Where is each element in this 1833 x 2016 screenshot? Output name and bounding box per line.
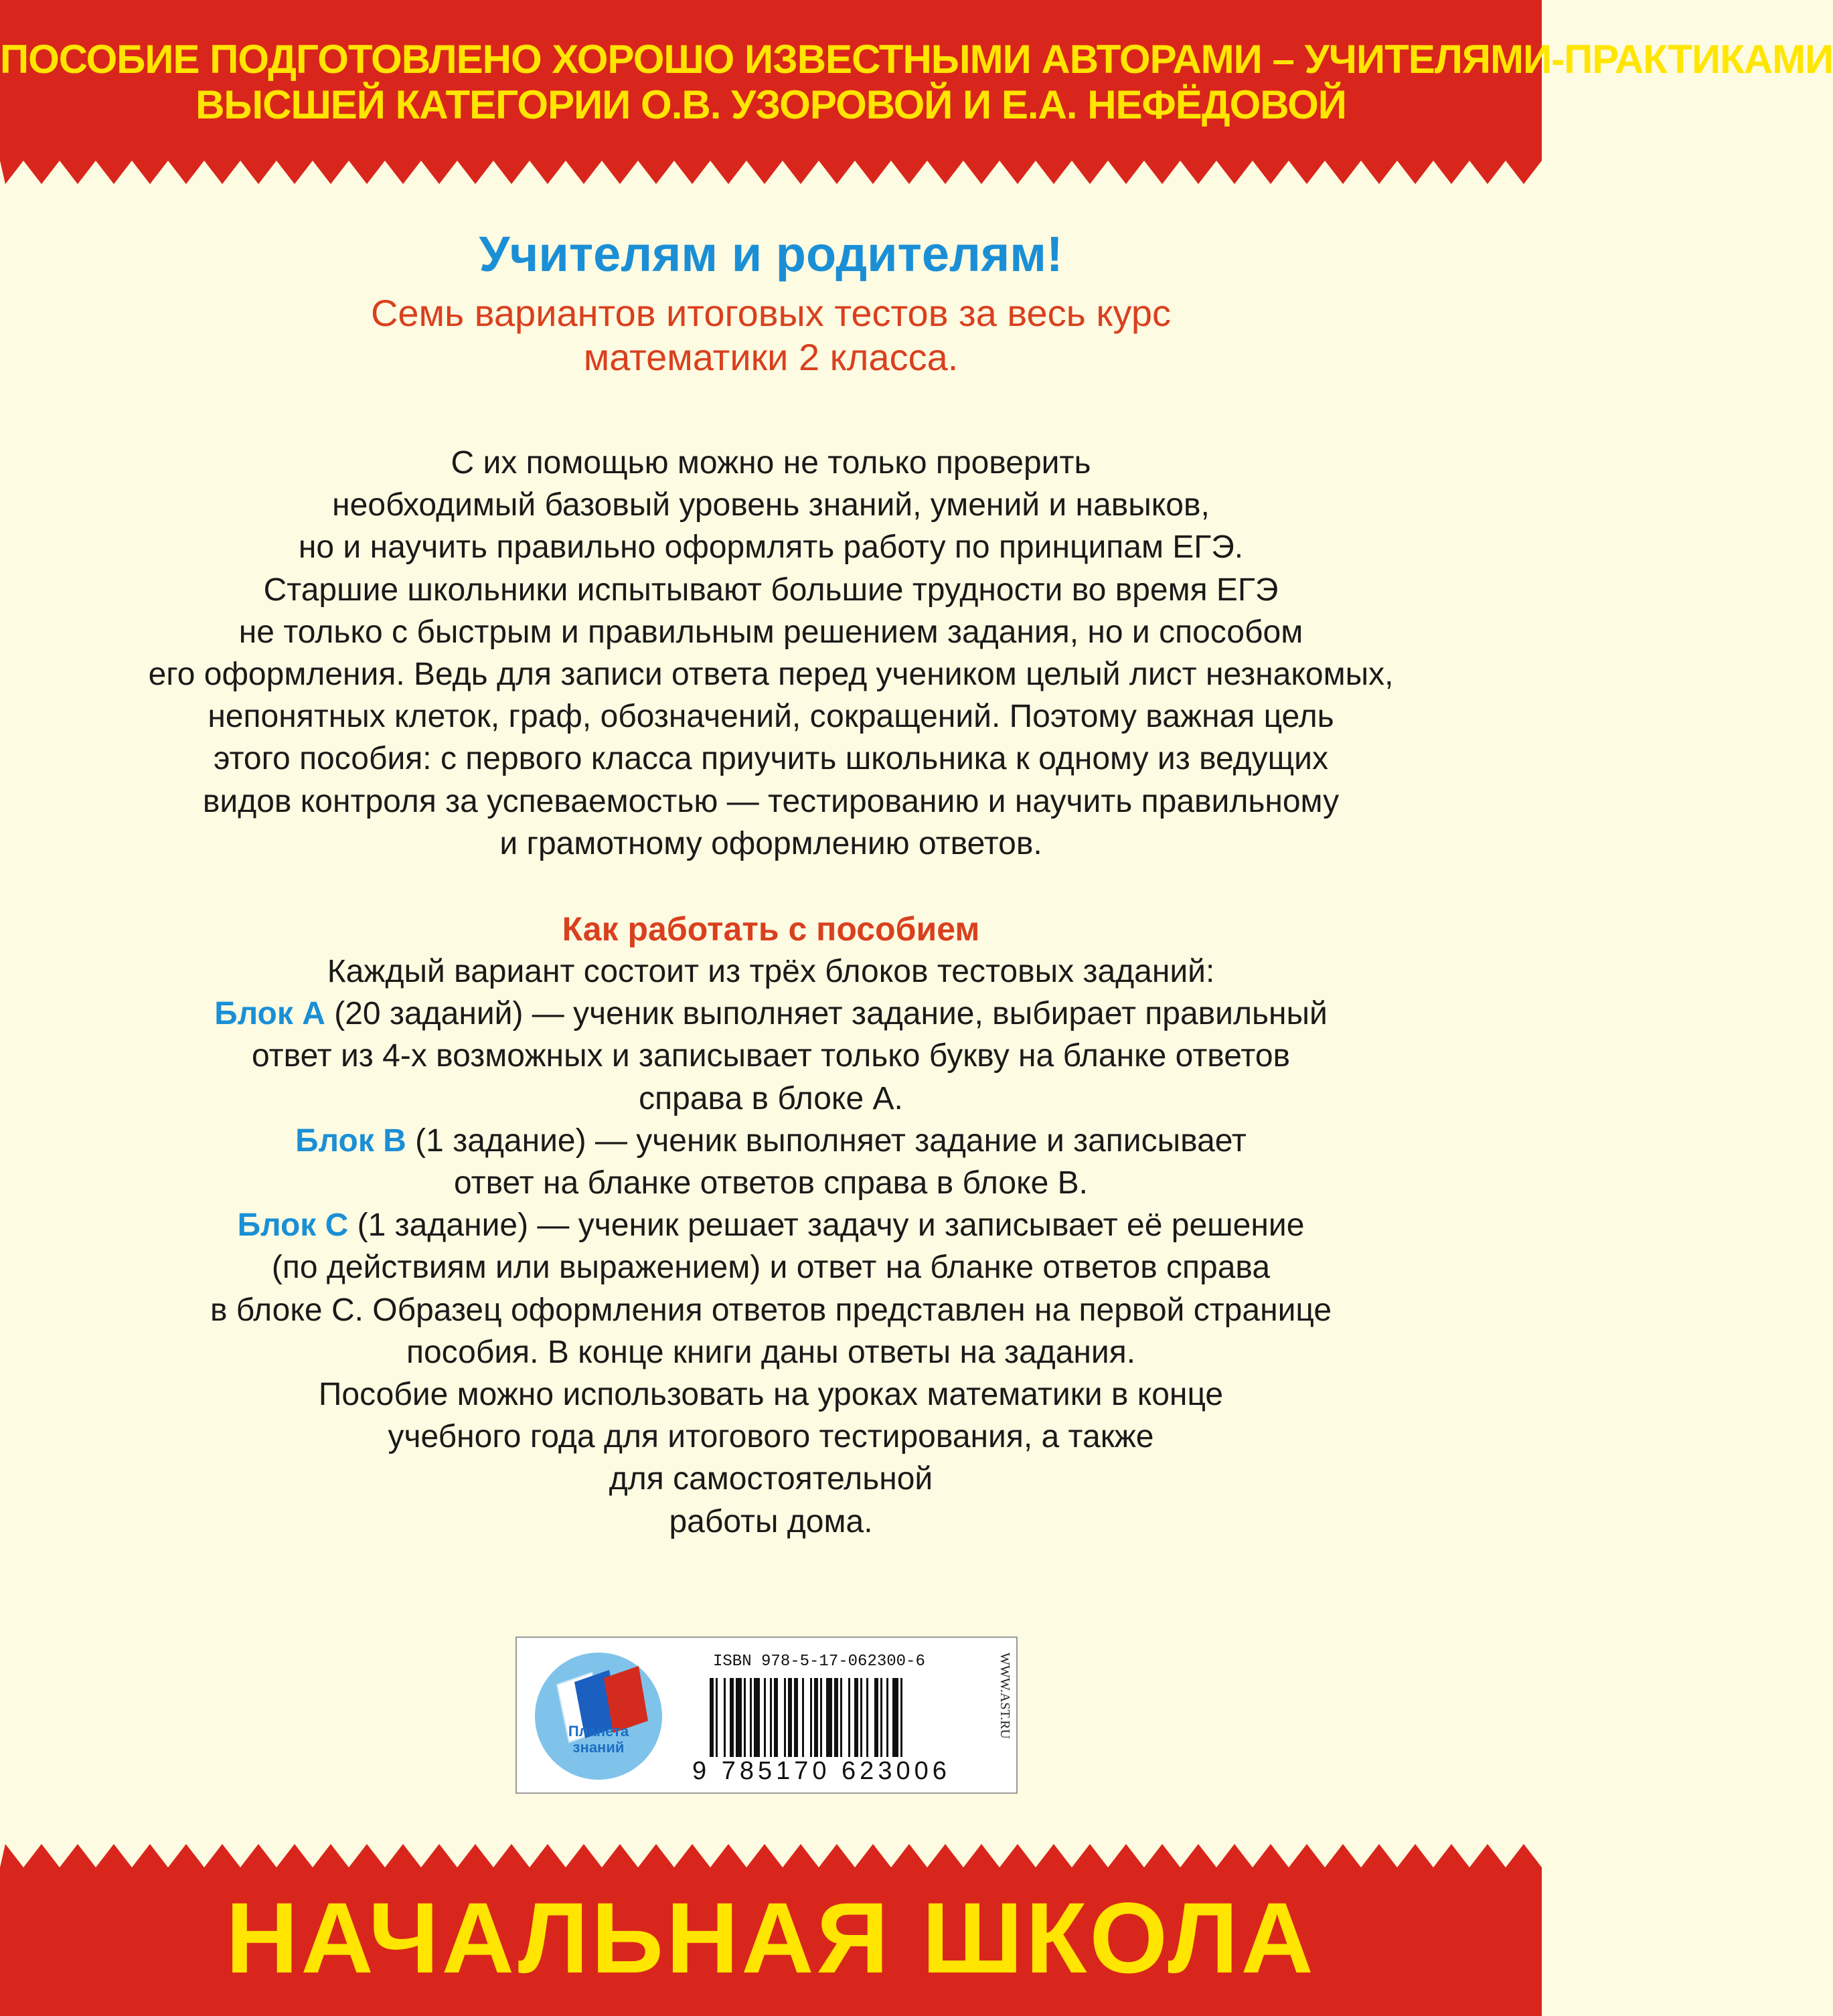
block-a-line-2: ответ из 4-х возможных и записывает только букву на бланке ответов — [251, 1038, 1291, 1074]
barcode-bar — [710, 1678, 714, 1757]
barcode-bar — [754, 1678, 760, 1757]
barcode-bar — [724, 1678, 726, 1757]
barcode-bar — [866, 1678, 868, 1757]
barcode-bar — [900, 1678, 902, 1757]
barcode-bar — [820, 1678, 822, 1757]
subheading-line-1: Семь вариантов итоговых тестов за весь курс — [370, 292, 1172, 334]
block-a-label: Блок А — [214, 996, 325, 1032]
how-to-title: Как работать с пособием — [562, 910, 980, 948]
website-url: WWW.AST.RU — [998, 1653, 1012, 1739]
barcode-bar — [736, 1678, 742, 1757]
subheading-line-2: математики 2 класса. — [583, 336, 959, 378]
barcode-bar — [794, 1678, 798, 1757]
how-to-section — [0, 950, 1542, 1543]
block-b-text: (1 задание) — ученик выполняет задание и записывает — [406, 1122, 1247, 1159]
description-line: Старшие школьники испытывают большие трудности во время ЕГЭ — [263, 572, 1279, 608]
block-c-line-4: пособия. В конце книги даны ответы на задания. — [406, 1334, 1136, 1370]
planeta-znaniy-logo-icon — [532, 1651, 665, 1782]
barcode-bar — [854, 1678, 858, 1757]
barcode-bar — [810, 1678, 812, 1757]
barcode-bar — [716, 1678, 718, 1757]
barcode-bar — [770, 1678, 772, 1757]
top-banner-text — [0, 37, 1833, 128]
block-b-label: Блок В — [295, 1122, 406, 1159]
logo-text — [532, 1724, 665, 1756]
description-line: непонятных клеток, граф, обозначений, сокращений. Поэтому важная цель — [208, 699, 1334, 735]
isbn-box — [515, 1636, 1018, 1794]
barcode-bar — [788, 1678, 792, 1757]
block-a-text: (20 заданий) — ученик выполняет задание, выбирает правильный — [325, 996, 1328, 1032]
barcode-bar — [848, 1678, 850, 1757]
page-heading: Учителям и родителям! — [479, 226, 1063, 282]
barcode-bar — [764, 1678, 766, 1757]
outro-line: для самостоятельной — [609, 1461, 933, 1497]
barcode-bar — [774, 1678, 778, 1757]
barcode-bar — [880, 1678, 882, 1757]
barcode-bar — [744, 1678, 746, 1757]
barcode-bar — [860, 1678, 862, 1757]
barcode-bar — [892, 1678, 898, 1757]
barcode-bar — [750, 1678, 752, 1757]
block-c-label: Блок С — [237, 1207, 349, 1244]
block-c-line-2: (по действиям или выражением) и ответ на бланке ответов справа — [271, 1250, 1271, 1286]
barcode-bar — [826, 1678, 832, 1757]
barcode-bar — [886, 1678, 888, 1757]
bottom-banner-text: НАЧАЛЬНАЯ ШКОЛА — [226, 1881, 1316, 1994]
block-b-line-1 — [0, 1120, 1542, 1162]
top-banner-line-1: ПОСОБИЕ ПОДГОТОВЛЕНО ХОРОШО ИЗВЕСТНЫМИ АВТОРАМИ – УЧИТЕЛЯМИ-ПРАКТИКАМИ — [0, 37, 1833, 82]
barcode-bar — [814, 1678, 818, 1757]
description-line: видов контроля за успеваемостью — тестированию и научить правильному — [202, 783, 1340, 819]
outro-line: работы дома. — [669, 1503, 873, 1539]
isbn-number: ISBN 978-5-17-062300-6 — [713, 1653, 925, 1671]
logo-text-line-1: Планета — [568, 1723, 629, 1740]
description-line: и грамотному оформлению ответов. — [499, 825, 1042, 861]
barcode-bar — [730, 1678, 734, 1757]
block-a-line-1 — [0, 993, 1542, 1035]
description-line: не только с быстрым и правильным решением задания, но и способом — [238, 614, 1303, 650]
barcode-icon — [710, 1678, 977, 1757]
block-c-line-3: в блоке С. Образец оформления ответов представлен на первой странице — [210, 1292, 1332, 1328]
how-to-intro: Каждый вариант состоит из трёх блоков тестовых заданий: — [327, 954, 1215, 989]
block-b-line-2: ответ на бланке ответов справа в блоке В. — [453, 1165, 1089, 1201]
outro-line: учебного года для итогового тестирования, а также — [388, 1419, 1154, 1455]
description-paragraph — [0, 442, 1542, 865]
barcode-bar — [784, 1678, 786, 1757]
logo-text-line-2: знаний — [572, 1739, 625, 1756]
block-c-text: (1 задание) — ученик решает задачу и записывает её решение — [348, 1207, 1305, 1244]
description-line: этого пособия: с первого класса приучить школьника к одному из ведущих — [214, 741, 1328, 777]
barcode-bar — [874, 1678, 878, 1757]
description-line: С их помощью можно не только проверить — [451, 445, 1091, 481]
description-line: но и научить правильно оформлять работу по принципам ЕГЭ. — [298, 529, 1244, 566]
description-line: необходимый базовый уровень знаний, умений и навыков, — [332, 487, 1210, 523]
barcode-digits: 9 785170 623006 — [692, 1757, 951, 1785]
block-c-line-1 — [0, 1204, 1542, 1246]
outro-line: Пособие можно использовать на уроках математики в конце — [318, 1377, 1224, 1413]
block-a-line-3: справа в блоке А. — [639, 1080, 903, 1116]
barcode-bar — [840, 1678, 842, 1757]
description-line: его оформления. Ведь для записи ответа перед учеником целый лист незнакомых, — [148, 657, 1394, 693]
barcode-bar — [802, 1678, 804, 1757]
barcode-bar — [834, 1678, 838, 1757]
subheading — [0, 291, 1542, 380]
top-banner-line-2: ВЫСШЕЙ КАТЕГОРИИ О.В. УЗОРОВОЙ И Е.А. НЕФЁДОВОЙ — [195, 82, 1346, 127]
